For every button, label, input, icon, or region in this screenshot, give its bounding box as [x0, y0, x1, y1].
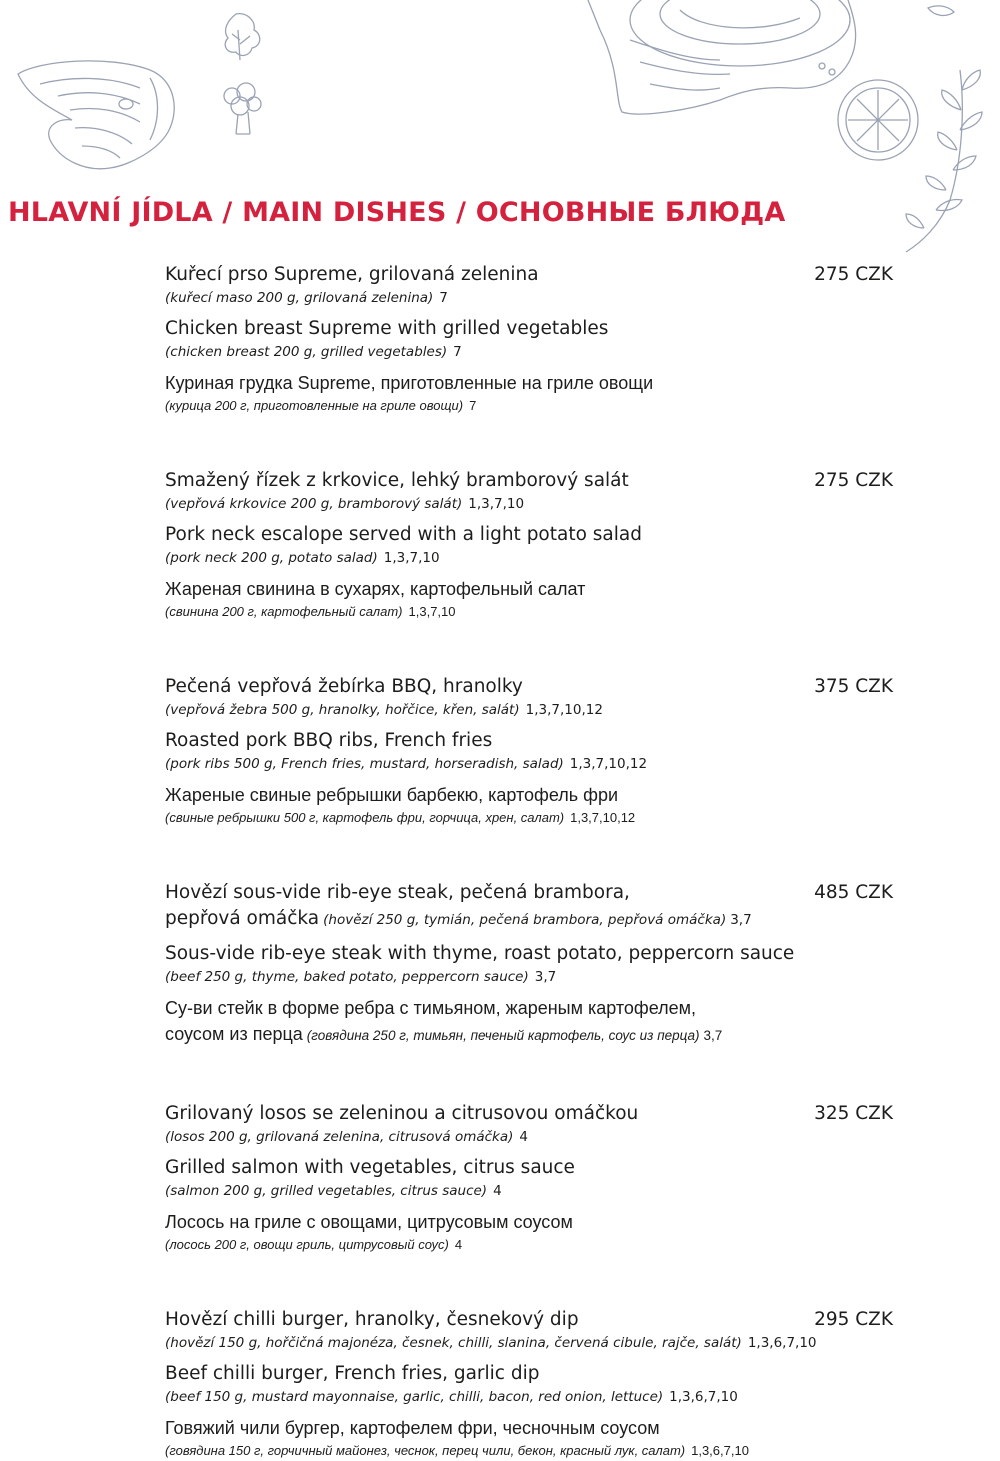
dish-english [165, 522, 895, 568]
dish-ingredients: (hovězí 150 g, hořčičná majonéza, česnek, chilli, slanina, červená cibule, rajče, salát) [165, 1335, 742, 1351]
dish-czech [165, 1307, 895, 1353]
dish-allergens: 1,3,7,10 [383, 550, 440, 566]
dish-list [165, 262, 895, 1461]
dish-detail [165, 548, 895, 568]
salmon-steak-sketch [18, 61, 174, 169]
dish-ingredients: (лосось 200 г, овощи гриль, цитрусовый соус) [165, 1237, 449, 1252]
dish-russian [165, 782, 895, 828]
dish-ingredients: (beef 150 g, mustard mayonnaise, garlic, chilli, bacon, red onion, lettuce) [165, 1389, 664, 1405]
dish-allergens: 4 [519, 1129, 529, 1145]
dish-ingredients: (losos 200 g, grilovaná zelenina, citrusová omáčka) [165, 1129, 514, 1145]
dish-english [165, 728, 895, 774]
dish-allergens: 1,3,6,7,10 [669, 1389, 738, 1405]
dish-allergens: 7 [469, 398, 477, 413]
dish-detail [165, 754, 895, 774]
dish-ingredients: (vepřová žebra 500 g, hranolky, hořčice, křen, salát) [165, 702, 520, 718]
dish-price: 485 CZK [814, 882, 893, 903]
menu-item [165, 468, 895, 622]
dish-detail [165, 494, 895, 514]
dish-czech [165, 880, 895, 933]
dish-name: Hovězí sous-vide rib-eye steak, pečená brambora, [165, 882, 630, 903]
dish-name-line2: pepřová omáčka [165, 908, 320, 929]
dish-detail [165, 288, 895, 308]
dish-allergens: 1,3,7,10,12 [569, 756, 648, 772]
dish-ingredients: (vepřová krkovice 200 g, bramborový salát) [165, 496, 463, 512]
dish-english [165, 1361, 895, 1407]
cutting-board-sketch [588, 0, 856, 114]
dish-ingredients: (hovězí 250 g, tymián, pečená brambora, pepřová omáčka) [323, 912, 727, 928]
dish-english [165, 1155, 895, 1201]
dish-ingredients: (chicken breast 200 g, grilled vegetables) [165, 344, 448, 360]
dish-ingredients: (свинина 200 г, картофельный салат) [165, 604, 403, 619]
dish-name-line2: соусом из перца [165, 1024, 303, 1044]
dish-czech [165, 1101, 895, 1147]
dish-ingredients: (курица 200 г, приготовленные на гриле овощи) [165, 398, 464, 413]
parsley-sketch [225, 14, 260, 60]
dish-name: Beef chilli burger, French fries, garlic dip [165, 1363, 540, 1384]
dish-detail [165, 1333, 895, 1353]
dish-allergens: 4 [493, 1183, 502, 1199]
dish-ingredients: (salmon 200 g, grilled vegetables, citrus sauce) [165, 1183, 488, 1199]
dish-detail [165, 700, 895, 720]
dish-name: Лосось на гриле с овощами, цитрусовым соусом [165, 1212, 573, 1232]
dish-ingredients: (говядина 250 г, тимьян, печеный картофель, соус из перца) [306, 1028, 700, 1043]
dish-price: 295 CZK [814, 1309, 893, 1330]
dish-ingredients: (kuřecí maso 200 g, grilovaná zelenina) [165, 290, 434, 306]
dish-name: Sous-vide rib-eye steak with thyme, roast potato, peppercorn sauce [165, 943, 795, 964]
menu-item [165, 1101, 895, 1255]
dish-name: Pečená vepřová žebírka BBQ, hranolky [165, 676, 523, 697]
dish-name: Pork neck escalope served with a light potato salad [165, 524, 642, 545]
menu-item [165, 674, 895, 828]
dish-czech [165, 674, 895, 720]
dish-allergens: 7 [439, 290, 448, 306]
dish-allergens: 1,3,7,10 [408, 604, 456, 619]
dish-name: Куриная грудка Supreme, приготовленные на гриле овощи [165, 373, 654, 393]
dish-allergens: 3,7 [703, 1028, 723, 1043]
dish-allergens: 1,3,6,7,10 [747, 1335, 817, 1351]
menu-item [165, 880, 895, 1049]
lemon-slice-sketch [838, 80, 918, 160]
dish-detail [165, 1181, 895, 1201]
dish-russian [165, 995, 895, 1049]
dish-russian [165, 370, 895, 416]
dish-name: Chicken breast Supreme with grilled vegetables [165, 318, 609, 339]
dish-allergens: 4 [454, 1237, 463, 1252]
dish-name: Roasted pork BBQ ribs, French fries [165, 730, 493, 751]
dish-name: Kuřecí prso Supreme, grilovaná zelenina [165, 264, 539, 285]
menu-item [165, 262, 895, 416]
dish-detail [165, 1235, 895, 1255]
dish-price: 275 CZK [814, 470, 893, 491]
dish-detail [165, 602, 895, 622]
dish-detail [165, 342, 895, 362]
dish-name-continued [165, 1021, 895, 1049]
dish-name: Говяжий чили бургер, картофелем фри, чесночным соусом [165, 1418, 660, 1438]
dish-detail [165, 967, 895, 987]
dish-name-continued [165, 906, 895, 933]
dish-detail [165, 396, 895, 416]
dish-czech [165, 468, 895, 514]
menu-item [165, 1307, 895, 1461]
dish-allergens: 7 [453, 344, 462, 360]
page-title: HLAVNÍ JÍDLA / MAIN DISHES / ОСНОВНЫЕ БЛЮДА [8, 197, 786, 228]
dish-ingredients: (beef 250 g, thyme, baked potato, peppercorn sauce) [165, 969, 529, 985]
dish-english [165, 316, 895, 362]
dish-english [165, 941, 895, 987]
dish-allergens: 1,3,7,10,12 [525, 702, 603, 718]
dish-ingredients: (свиные ребрышки 500 г, картофель фри, горчица, хрен, салат) [165, 810, 565, 825]
dish-russian [165, 576, 895, 622]
dish-name: Су-ви стейк в форме ребра с тимьяном, жареным картофелем, [165, 998, 697, 1018]
dish-allergens: 3,7 [730, 912, 752, 928]
dish-russian [165, 1209, 895, 1255]
dish-ingredients: (pork ribs 500 g, French fries, mustard, horseradish, salad) [165, 756, 564, 772]
dish-allergens: 1,3,7,10,12 [570, 810, 636, 825]
dish-name: Grilovaný losos se zeleninou a citrusovou omáčkou [165, 1103, 639, 1124]
dish-ingredients: (говядина 150 г, горчичный майонез, чеснок, перец чили, бекон, красный лук, салат) [165, 1443, 686, 1458]
dish-name: Smažený řízek z krkovice, lehký bramborový salát [165, 470, 629, 491]
dish-ingredients: (pork neck 200 g, potato salad) [165, 550, 378, 566]
dish-price: 275 CZK [814, 264, 893, 285]
dish-name: Жареная свинина в сухарях, картофельный салат [165, 579, 586, 599]
dish-detail [165, 808, 895, 828]
dish-detail [165, 1387, 895, 1407]
dish-price: 375 CZK [814, 676, 893, 697]
dish-name: Hovězí chilli burger, hranolky, česnekový dip [165, 1309, 579, 1330]
dish-czech [165, 262, 895, 308]
dish-allergens: 3,7 [534, 969, 557, 985]
dish-allergens: 1,3,6,7,10 [691, 1443, 749, 1458]
dish-russian [165, 1415, 895, 1461]
dish-allergens: 1,3,7,10 [468, 496, 525, 512]
dish-name: Grilled salmon with vegetables, citrus sauce [165, 1157, 575, 1178]
dish-name: Жареные свиные ребрышки барбекю, картофель фри [165, 785, 619, 805]
dish-detail [165, 1441, 895, 1461]
dish-price: 325 CZK [814, 1103, 893, 1124]
broccoli-sketch [224, 83, 261, 134]
dish-detail [165, 1127, 895, 1147]
